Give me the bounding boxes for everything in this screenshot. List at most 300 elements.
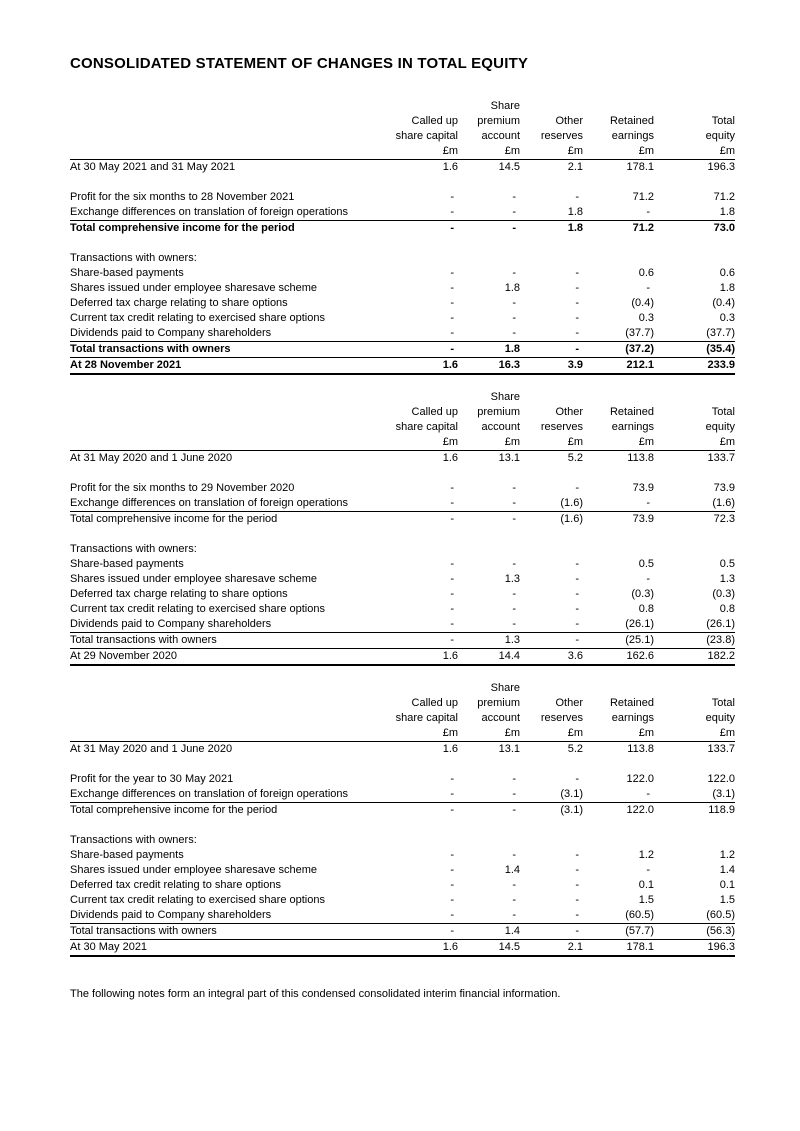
value-cell: 1.8: [567, 222, 583, 234]
value-cell: 1.8: [654, 205, 735, 221]
row-label: Dividends paid to Company shareholders: [70, 908, 390, 924]
value-cell: -: [575, 603, 579, 615]
table-row: [70, 496, 735, 512]
column-header-cell: equity: [705, 712, 735, 724]
row-label: Transactions with owners:: [70, 543, 197, 555]
value-cell: -: [575, 312, 579, 324]
header-label-cell: [70, 144, 390, 160]
column-header-cell: reserves: [540, 712, 583, 724]
row-label: Shares issued under employee sharesave scheme: [70, 864, 318, 876]
value-cell: -: [512, 804, 516, 816]
value-cell: -: [583, 787, 654, 803]
row-label: Total transactions with owners: [70, 633, 390, 649]
value-cell: -: [390, 787, 458, 803]
value-cell: 71.2: [632, 191, 654, 203]
row-label: Total transactions with owners: [70, 924, 390, 940]
column-header-cell: £m: [442, 145, 458, 157]
value-cell: [390, 833, 458, 848]
header-label-cell: [70, 129, 390, 144]
value-cell: -: [450, 773, 454, 785]
value-cell: (56.3): [654, 924, 735, 940]
value-cell: (25.1): [583, 633, 654, 649]
value-cell: -: [390, 617, 458, 633]
value-cell: [583, 251, 654, 266]
value-cell: (0.3): [712, 588, 735, 600]
column-header-cell: account: [481, 421, 520, 433]
column-header-cell: £m: [567, 727, 583, 739]
table-row: [70, 587, 735, 602]
value-cell: -: [575, 282, 579, 294]
header-label-cell: [70, 696, 390, 711]
value-cell: 122.0: [626, 804, 654, 816]
table-row: [70, 451, 735, 467]
value-cell: [390, 251, 458, 266]
column-header-cell: [583, 681, 654, 696]
value-cell: 73.9: [713, 482, 735, 494]
value-cell: -: [575, 773, 579, 785]
column-header-cell: share capital: [395, 130, 458, 142]
value-cell: -: [512, 222, 516, 234]
value-cell: -: [450, 513, 454, 525]
table-row: [70, 787, 735, 803]
value-cell: 133.7: [654, 742, 735, 758]
row-label: Exchange differences on translation of foreign operations: [70, 787, 390, 803]
value-cell: -: [520, 908, 583, 924]
column-header-cell: £m: [442, 436, 458, 448]
value-cell: 1.3: [458, 633, 520, 649]
value-cell: 73.9: [632, 513, 654, 525]
value-cell: 1.5: [719, 894, 735, 906]
row-label: Profit for the six months to 29 November 2020: [70, 482, 295, 494]
row-label: At 31 May 2020 and 1 June 2020: [70, 451, 390, 467]
row-label: Transactions with owners:: [70, 834, 197, 846]
value-cell: 1.8: [719, 282, 735, 294]
row-label: At 31 May 2020 and 1 June 2020: [70, 742, 390, 758]
value-cell: 1.2: [719, 849, 735, 861]
value-cell: 1.4: [504, 864, 520, 876]
table-row: [70, 190, 735, 205]
table-row: [70, 893, 735, 908]
table-row: [70, 572, 735, 587]
table-row: [70, 940, 735, 957]
value-cell: -: [646, 864, 650, 876]
value-cell: 212.1: [583, 358, 654, 375]
table-header-row: [70, 144, 735, 160]
value-cell: 3.6: [520, 649, 583, 666]
value-cell: 1.5: [638, 894, 654, 906]
value-cell: 122.0: [626, 773, 654, 785]
column-header-cell: reserves: [540, 421, 583, 433]
value-cell: 1.4: [458, 924, 520, 940]
value-cell: -: [646, 282, 650, 294]
value-cell: -: [450, 297, 454, 309]
table-row: [70, 833, 735, 848]
column-header-cell: Other: [555, 115, 583, 127]
value-cell: (1.6): [560, 513, 583, 525]
column-header-cell: [583, 99, 654, 114]
value-cell: 196.3: [654, 160, 735, 176]
value-cell: 1.8: [458, 342, 520, 358]
column-header-cell: Other: [555, 697, 583, 709]
footer-note: The following notes form an integral part of this condensed consolidated interim financial information.: [70, 988, 561, 1000]
value-cell: [654, 542, 735, 557]
value-cell: 0.1: [638, 879, 654, 891]
value-cell: 14.4: [458, 649, 520, 666]
column-header-cell: £m: [567, 436, 583, 448]
value-cell: 133.7: [654, 451, 735, 467]
value-cell: -: [450, 191, 454, 203]
column-header-cell: earnings: [611, 712, 654, 724]
table-row: [70, 481, 735, 496]
column-header-cell: £m: [442, 727, 458, 739]
column-header-cell: Called up: [411, 406, 458, 418]
table-row: [70, 542, 735, 557]
value-cell: (0.3): [631, 588, 654, 600]
value-cell: -: [450, 864, 454, 876]
column-header-cell: £m: [719, 436, 735, 448]
value-cell: [520, 833, 583, 848]
value-cell: -: [512, 312, 516, 324]
value-cell: [520, 542, 583, 557]
spacer-row: [70, 818, 735, 833]
row-label: Current tax credit relating to exercised share options: [70, 894, 325, 906]
value-cell: -: [575, 573, 579, 585]
row-label: Deferred tax credit relating to share options: [70, 879, 281, 891]
value-cell: 196.3: [654, 940, 735, 957]
value-cell: 3.9: [520, 358, 583, 375]
value-cell: (3.1): [520, 787, 583, 803]
value-cell: (26.1): [654, 617, 735, 633]
value-cell: -: [450, 588, 454, 600]
column-header-cell: premium: [477, 697, 520, 709]
table-row: [70, 863, 735, 878]
table-header-row: [70, 696, 735, 711]
value-cell: [520, 251, 583, 266]
value-cell: 0.3: [719, 312, 735, 324]
row-label: Current tax credit relating to exercised share options: [70, 603, 325, 615]
value-cell: 73.0: [713, 222, 735, 234]
header-label-cell: [70, 420, 390, 435]
spacer-row: [70, 236, 735, 251]
table-header-row: [70, 129, 735, 144]
header-label-cell: [70, 681, 390, 696]
value-cell: [390, 542, 458, 557]
value-cell: -: [450, 482, 454, 494]
value-cell: 16.3: [458, 358, 520, 375]
value-cell: 1.6: [390, 160, 458, 176]
row-label: Profit for the year to 30 May 2021: [70, 773, 234, 785]
column-header-cell: premium: [477, 406, 520, 418]
value-cell: -: [450, 804, 454, 816]
table-row: [70, 908, 735, 924]
spacer-row: [70, 175, 735, 190]
table-row: [70, 266, 735, 281]
value-cell: -: [575, 849, 579, 861]
value-cell: [583, 833, 654, 848]
value-cell: (37.7): [583, 326, 654, 342]
spacer-row: [70, 527, 735, 542]
table-row: [70, 633, 735, 649]
value-cell: -: [390, 342, 458, 358]
table-row: [70, 803, 735, 819]
value-cell: -: [458, 205, 520, 221]
value-cell: -: [575, 482, 579, 494]
column-header-cell: Called up: [411, 115, 458, 127]
value-cell: -: [583, 205, 654, 221]
column-header-cell: Share: [490, 100, 520, 112]
value-cell: -: [512, 603, 516, 615]
row-label: Shares issued under employee sharesave scheme: [70, 282, 318, 294]
value-cell: -: [390, 326, 458, 342]
value-cell: -: [450, 282, 454, 294]
equity-table-six-months-to-28-november-2021: [70, 99, 735, 375]
row-label: Share-based payments: [70, 267, 184, 279]
value-cell: -: [512, 558, 516, 570]
value-cell: -: [575, 894, 579, 906]
value-cell: -: [512, 849, 516, 861]
table-row: [70, 924, 735, 940]
column-header-cell: £m: [638, 727, 654, 739]
equity-table-year-to-30-may-2021: [70, 681, 735, 957]
value-cell: 0.6: [719, 267, 735, 279]
column-header-cell: share capital: [395, 712, 458, 724]
row-label: Total comprehensive income for the period: [70, 222, 295, 234]
column-header-cell: Other: [555, 406, 583, 418]
value-cell: 118.9: [708, 804, 735, 816]
column-header-cell: earnings: [611, 421, 654, 433]
table-row: [70, 649, 735, 666]
value-cell: (23.8): [654, 633, 735, 649]
row-label: Dividends paid to Company shareholders: [70, 617, 390, 633]
value-cell: -: [520, 924, 583, 940]
value-cell: [654, 833, 735, 848]
value-cell: 182.2: [654, 649, 735, 666]
equity-tables-container: [70, 99, 735, 957]
table-row: [70, 512, 735, 528]
table-row: [70, 221, 735, 237]
table-header-row: [70, 114, 735, 129]
value-cell: -: [450, 603, 454, 615]
row-label: Deferred tax charge relating to share options: [70, 588, 288, 600]
column-header-cell: Retained: [609, 115, 654, 127]
value-cell: 178.1: [583, 160, 654, 176]
value-cell: -: [512, 482, 516, 494]
value-cell: -: [458, 496, 520, 512]
column-header-cell: equity: [705, 421, 735, 433]
value-cell: -: [512, 267, 516, 279]
value-cell: -: [450, 312, 454, 324]
value-cell: -: [520, 326, 583, 342]
row-label: Exchange differences on translation of foreign operations: [70, 496, 390, 512]
value-cell: -: [450, 573, 454, 585]
table-row: [70, 251, 735, 266]
value-cell: 71.2: [632, 222, 654, 234]
column-header-cell: [390, 99, 458, 114]
value-cell: -: [390, 633, 458, 649]
column-header-cell: £m: [638, 436, 654, 448]
table-row: [70, 742, 735, 758]
value-cell: (60.5): [654, 908, 735, 924]
column-header-cell: Total: [711, 406, 735, 418]
value-cell: 1.6: [390, 940, 458, 957]
table-header-row: [70, 681, 735, 696]
value-cell: 1.6: [390, 451, 458, 467]
value-cell: 14.5: [458, 940, 520, 957]
column-header-cell: £m: [638, 145, 654, 157]
value-cell: -: [520, 617, 583, 633]
value-cell: -: [575, 191, 579, 203]
table-header-row: [70, 726, 735, 742]
value-cell: 72.3: [713, 513, 735, 525]
column-header-cell: share capital: [395, 421, 458, 433]
value-cell: [458, 542, 520, 557]
column-header-cell: Total: [711, 697, 735, 709]
value-cell: 14.5: [458, 160, 520, 176]
value-cell: -: [450, 558, 454, 570]
header-label-cell: [70, 405, 390, 420]
table-row: [70, 281, 735, 296]
table-row: [70, 557, 735, 572]
value-cell: -: [512, 894, 516, 906]
value-cell: 1.6: [390, 742, 458, 758]
row-label: Total comprehensive income for the period: [70, 513, 278, 525]
spacer-cell: [70, 757, 735, 772]
value-cell: 13.1: [458, 451, 520, 467]
column-header-cell: £m: [719, 727, 735, 739]
column-header-cell: reserves: [540, 130, 583, 142]
value-cell: -: [450, 267, 454, 279]
value-cell: (0.4): [631, 297, 654, 309]
value-cell: 0.3: [638, 312, 654, 324]
value-cell: 71.2: [713, 191, 735, 203]
value-cell: -: [512, 513, 516, 525]
table-row: [70, 326, 735, 342]
spacer-cell: [70, 175, 735, 190]
value-cell: -: [458, 617, 520, 633]
value-cell: 13.1: [458, 742, 520, 758]
value-cell: (35.4): [654, 342, 735, 358]
column-header-cell: [654, 681, 735, 696]
column-header-cell: [654, 390, 735, 405]
column-header-cell: £m: [504, 727, 520, 739]
row-label: Profit for the six months to 28 November 2021: [70, 191, 295, 203]
value-cell: -: [450, 894, 454, 906]
value-cell: -: [512, 588, 516, 600]
value-cell: -: [390, 908, 458, 924]
column-header-cell: Retained: [609, 697, 654, 709]
row-label: Exchange differences on translation of foreign operations: [70, 205, 390, 221]
spacer-cell: [70, 466, 735, 481]
value-cell: 1.4: [719, 864, 735, 876]
page-title: CONSOLIDATED STATEMENT OF CHANGES IN TOTAL EQUITY: [70, 55, 529, 72]
table-row: [70, 878, 735, 893]
value-cell: (26.1): [583, 617, 654, 633]
column-header-cell: account: [481, 712, 520, 724]
value-cell: -: [520, 633, 583, 649]
table-row: [70, 296, 735, 311]
value-cell: 0.5: [719, 558, 735, 570]
value-cell: (0.4): [712, 297, 735, 309]
column-header-cell: [390, 681, 458, 696]
table-row: [70, 342, 735, 358]
column-header-cell: Total: [711, 115, 735, 127]
value-cell: 113.8: [583, 742, 654, 758]
equity-table-six-months-to-29-november-2020: [70, 390, 735, 666]
value-cell: -: [390, 924, 458, 940]
value-cell: 1.6: [390, 649, 458, 666]
value-cell: -: [512, 773, 516, 785]
statement-content: [70, 55, 735, 1002]
value-cell: 122.0: [707, 773, 735, 785]
row-label: Deferred tax charge relating to share options: [70, 297, 288, 309]
header-label-cell: [70, 114, 390, 129]
table-header-row: [70, 420, 735, 435]
column-header-cell: [654, 99, 735, 114]
row-label: At 28 November 2021: [70, 358, 390, 375]
header-label-cell: [70, 435, 390, 451]
column-header-cell: £m: [504, 145, 520, 157]
value-cell: (57.7): [583, 924, 654, 940]
header-label-cell: [70, 390, 390, 405]
column-header-cell: Share: [490, 391, 520, 403]
value-cell: (37.7): [654, 326, 735, 342]
table-row: [70, 617, 735, 633]
spacer-cell: [70, 236, 735, 251]
value-cell: 1.8: [504, 282, 520, 294]
value-cell: 5.2: [520, 742, 583, 758]
header-label-cell: [70, 726, 390, 742]
value-cell: -: [458, 326, 520, 342]
spacer-row: [70, 466, 735, 481]
value-cell: -: [583, 496, 654, 512]
value-cell: 5.2: [520, 451, 583, 467]
spacer-cell: [70, 527, 735, 542]
value-cell: -: [575, 267, 579, 279]
value-cell: -: [575, 558, 579, 570]
value-cell: 2.1: [520, 160, 583, 176]
column-header-cell: [520, 681, 583, 696]
header-label-cell: [70, 711, 390, 726]
value-cell: (3.1): [654, 787, 735, 803]
row-label: At 29 November 2020: [70, 649, 390, 666]
value-cell: -: [458, 787, 520, 803]
value-cell: 0.6: [638, 267, 654, 279]
table-row: [70, 602, 735, 617]
column-header-cell: earnings: [611, 130, 654, 142]
value-cell: [583, 542, 654, 557]
row-label: At 30 May 2021: [70, 940, 390, 957]
value-cell: (60.5): [583, 908, 654, 924]
value-cell: 178.1: [583, 940, 654, 957]
value-cell: -: [520, 342, 583, 358]
row-label: Share-based payments: [70, 849, 184, 861]
value-cell: 73.9: [632, 482, 654, 494]
value-cell: -: [646, 573, 650, 585]
value-cell: -: [575, 864, 579, 876]
column-header-cell: £m: [504, 436, 520, 448]
value-cell: -: [390, 205, 458, 221]
value-cell: -: [575, 588, 579, 600]
value-cell: 162.6: [583, 649, 654, 666]
spacer-row: [70, 757, 735, 772]
table-row: [70, 205, 735, 221]
value-cell: 0.1: [719, 879, 735, 891]
column-header-cell: premium: [477, 115, 520, 127]
table-header-row: [70, 390, 735, 405]
value-cell: -: [450, 879, 454, 891]
value-cell: 0.8: [638, 603, 654, 615]
row-label: Total comprehensive income for the period: [70, 804, 278, 816]
